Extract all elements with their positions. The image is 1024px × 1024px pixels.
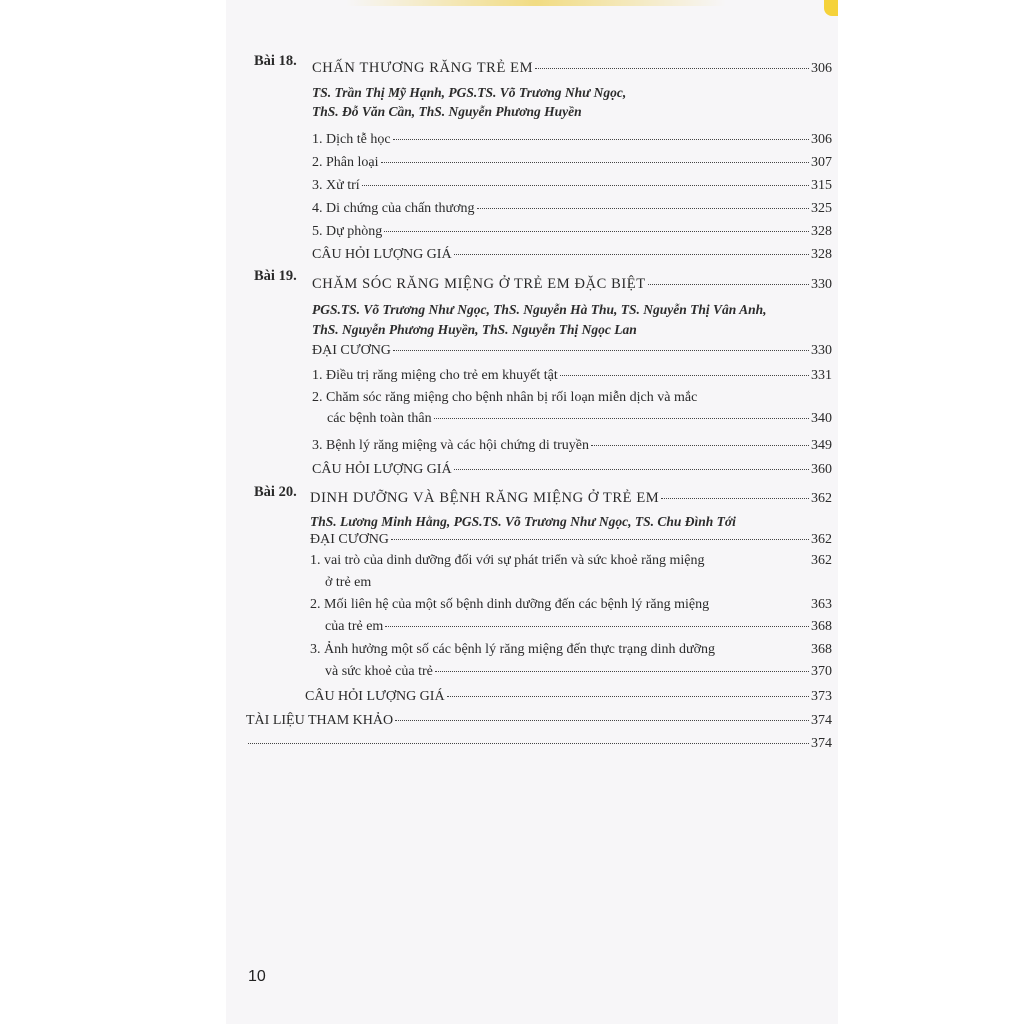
lesson-19-authors-line1: PGS.TS. Võ Trương Như Ngọc, ThS. Nguyễn Hà Thu, TS. Nguyễn Thị Vân Anh, [312, 302, 767, 317]
lesson-18-authors-line1: TS. Trần Thị Mỹ Hạnh, PGS.TS. Võ Trương Như Ngọc, [312, 85, 627, 100]
toc-entry [310, 531, 832, 548]
references-text: TÀI LIỆU THAM KHẢO [246, 713, 394, 728]
toc-entry-text: 1. Dịch tễ học [312, 132, 391, 147]
lesson-19-label: Bài 19. [254, 268, 297, 284]
toc-entry-text: 1. vai trò của dinh dưỡng đối với sự phát triển và sức khoẻ răng miệng [310, 553, 705, 568]
toc-entry-page: 328 [811, 224, 832, 239]
toc-entry [325, 663, 832, 680]
toc-entry [312, 367, 832, 384]
leader-dots [384, 231, 809, 232]
trailing-page: 374 [811, 736, 832, 751]
toc-entry-text: 2. Mối liên hệ của một số bệnh dinh dưỡng đến các bệnh lý răng miệng [310, 597, 710, 612]
toc-entry-page: 325 [811, 201, 832, 216]
toc-entry-text: 5. Dự phòng [312, 224, 383, 239]
leader-dots [535, 68, 809, 69]
lesson-19-page: 330 [811, 277, 832, 292]
toc-entry-page: 370 [811, 664, 832, 679]
toc-entry-page: 306 [811, 132, 832, 147]
references-page: 374 [811, 713, 832, 728]
leader-dots [385, 626, 809, 627]
toc-entry [312, 177, 832, 194]
toc-entry-page: 373 [811, 689, 832, 704]
lesson-20-title-row [310, 490, 832, 507]
toc-entry [312, 437, 832, 454]
lesson-20-authors-line1: ThS. Lương Minh Hằng, PGS.TS. Võ Trương Như Ngọc, TS. Chu Đình Tới [310, 514, 736, 529]
lesson-18-authors-line2: ThS. Đỗ Văn Cần, ThS. Nguyễn Phương Huyền [312, 104, 582, 119]
lesson-20-page: 362 [811, 491, 832, 506]
toc-entry-text-cont: ở trẻ em [325, 575, 372, 590]
leader-dots [591, 445, 809, 446]
toc-entry [327, 410, 832, 427]
toc-entry [312, 461, 832, 478]
leader-dots [477, 208, 809, 209]
toc-entry-text: 2. Chăm sóc răng miệng cho bệnh nhân bị rối loạn miễn dịch và mắc [312, 390, 698, 405]
toc-entry [312, 246, 832, 263]
toc-entry-text: 4. Di chứng của chấn thương [312, 201, 475, 216]
toc-entry-text: 3. Xử trí [312, 178, 360, 193]
toc-entry [312, 342, 832, 359]
toc-entry-text: 3. Bệnh lý răng miệng và các hội chứng di truyền [312, 438, 590, 453]
leader-dots [391, 539, 809, 540]
toc-entry-page: 362 [811, 532, 832, 547]
leader-dots [393, 350, 809, 351]
leader-dots [248, 743, 809, 744]
lesson-18-title: CHẤN THƯƠNG RĂNG TRẺ EM [312, 60, 534, 76]
toc-entry-page: 340 [811, 411, 832, 426]
toc-entry-text: CÂU HỎI LƯỢNG GIÁ [312, 462, 452, 477]
toc-entry-text: 2. Phân loại [312, 155, 379, 170]
toc-entry-text: CÂU HỎI LƯỢNG GIÁ [312, 247, 452, 262]
toc-entry-references [246, 712, 832, 729]
lesson-19-title: CHĂM SÓC RĂNG MIỆNG Ở TRẺ EM ĐẶC BIỆT [312, 276, 646, 292]
leader-space [711, 604, 809, 605]
leader-space [707, 560, 810, 561]
toc-entry-text: CÂU HỎI LƯỢNG GIÁ [305, 689, 445, 704]
toc-entry [312, 154, 832, 171]
leader-dots [395, 720, 809, 721]
toc-entry [312, 131, 832, 148]
toc-entry [312, 223, 832, 240]
toc-entry [305, 688, 832, 705]
leader-dots [393, 139, 809, 140]
toc-entry-page: 362 [811, 553, 832, 568]
toc-entry [312, 200, 832, 217]
leader-dots [362, 185, 809, 186]
toc-entry-page: 307 [811, 155, 832, 170]
leader-dots [434, 418, 809, 419]
toc-entry-page: 330 [811, 343, 832, 358]
toc-entry-page: 360 [811, 462, 832, 477]
toc-entry-text: 3. Ảnh hưởng một số các bệnh lý răng miệng đến thực trạng dinh dưỡng [310, 642, 715, 657]
leader-space [717, 649, 809, 650]
lesson-18-label: Bài 18. [254, 53, 297, 69]
toc-entry-page: 331 [811, 368, 832, 383]
toc-entry-page: 368 [811, 642, 832, 657]
toc-entry-trailing [246, 735, 832, 752]
lesson-20-label: Bài 20. [254, 484, 297, 500]
lesson-19-title-row [312, 276, 832, 293]
leader-dots [661, 498, 809, 499]
toc-entry [310, 552, 832, 569]
leader-dots [454, 469, 809, 470]
leader-dots [454, 254, 809, 255]
toc-entry [310, 641, 832, 658]
lesson-20-title: DINH DƯỠNG VÀ BỆNH RĂNG MIỆNG Ở TRẺ EM [310, 490, 660, 506]
toc-entry-text: ĐẠI CƯƠNG [310, 532, 389, 547]
toc-entry [310, 596, 832, 613]
lesson-19-authors-line2: ThS. Nguyễn Phương Huyền, ThS. Nguyễn Thị Ngọc Lan [312, 322, 637, 337]
toc-entry-page: 368 [811, 619, 832, 634]
page-number: 10 [248, 968, 266, 985]
leader-dots [435, 671, 809, 672]
toc-entry-text: 1. Điều trị răng miệng cho trẻ em khuyết tật [312, 368, 558, 383]
toc-entry-page: 363 [811, 597, 832, 612]
leader-dots [560, 375, 809, 376]
toc-entry-text-cont: và sức khoẻ của trẻ [325, 664, 433, 679]
toc-entry-page: 328 [811, 247, 832, 262]
leader-dots [447, 696, 809, 697]
lesson-18-title-row [312, 60, 832, 77]
toc-entry-text-cont: các bệnh toàn thân [327, 411, 432, 426]
leader-dots [381, 162, 810, 163]
toc-entry-text-cont: của trẻ em [325, 619, 384, 634]
toc-entry-page: 349 [811, 438, 832, 453]
toc-entry [325, 618, 832, 635]
leader-dots [648, 284, 809, 285]
lesson-18-page: 306 [811, 61, 832, 76]
toc-entry-page: 315 [811, 178, 832, 193]
toc-entry-text: ĐẠI CƯƠNG [312, 343, 391, 358]
